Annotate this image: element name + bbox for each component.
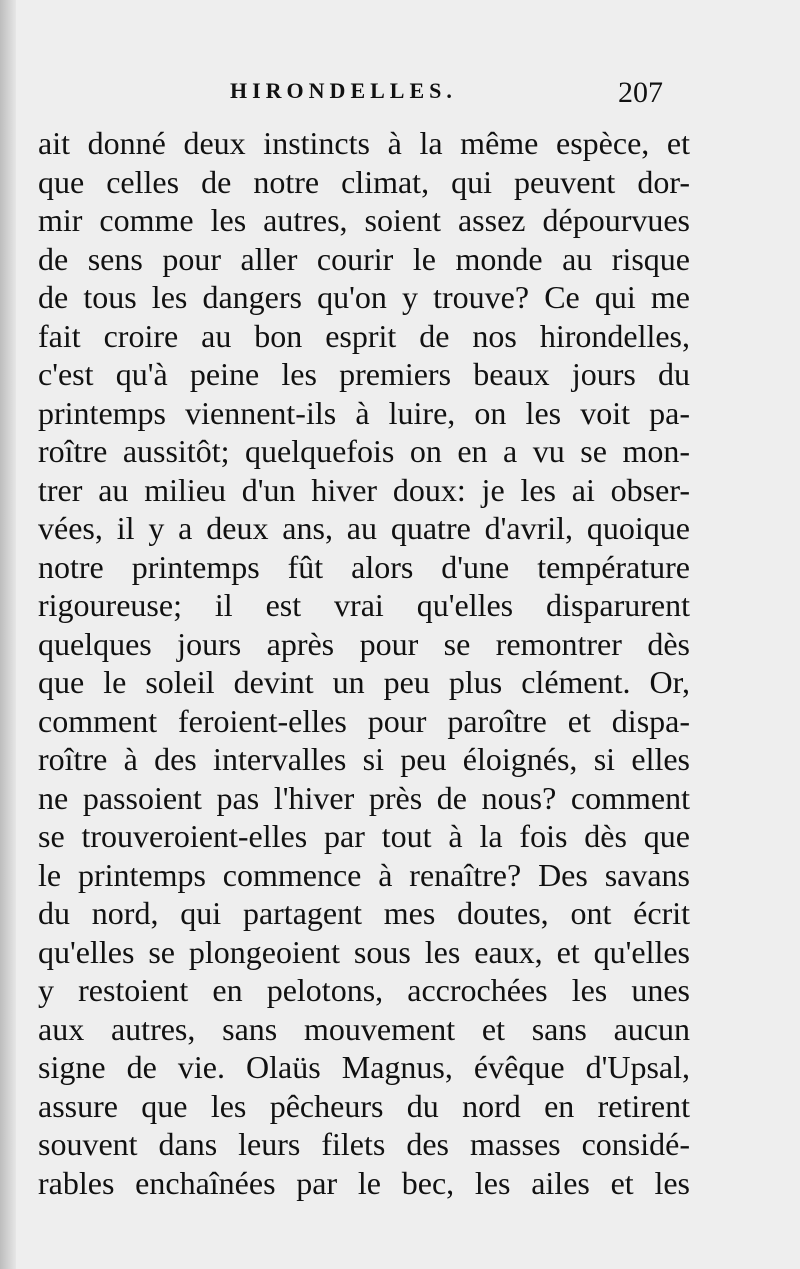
text-line: quelques jours après pour se remontrer dès: [38, 625, 690, 662]
text-line: mir comme les autres, soient assez dépourvues: [38, 202, 690, 238]
body-text: [38, 124, 690, 1202]
text-line: ait donné deux instincts à la même espèce, et: [38, 125, 690, 161]
text-line: notre printemps fût alors d'une température: [38, 548, 690, 585]
text-line: y restoient en pelotons, accrochées les unes: [38, 972, 690, 1008]
text-line: comment feroient-elles pour paroître et dispa-: [38, 702, 690, 739]
page-header: [0, 76, 800, 116]
text-line: du nord, qui partagent mes doutes, ont écrit: [38, 895, 690, 931]
text-line: qu'elles se plongeoient sous les eaux, et qu'elles: [38, 933, 690, 970]
text-line: rigoureuse; il est vrai qu'elles disparurent: [38, 587, 690, 623]
page-number: 207: [618, 76, 663, 109]
text-line: aux autres, sans mouvement et sans aucun: [38, 1010, 690, 1047]
text-line: que le soleil devint un peu plus clément. Or,: [38, 664, 690, 700]
text-line: se trouveroient-elles par tout à la fois dès que: [38, 818, 690, 854]
text-line: fait croire au bon esprit de nos hirondelles,: [38, 317, 690, 354]
text-line: rables enchaînées par le bec, les ailes et les: [38, 1164, 690, 1201]
text-line: de sens pour aller courir le monde au risque: [38, 240, 690, 277]
text-line: que celles de notre climat, qui peuvent dor-: [38, 163, 690, 200]
text-line: roître à des intervalles si peu éloignés, si elles: [38, 741, 690, 777]
text-line: signe de vie. Olaüs Magnus, évêque d'Upsal,: [38, 1049, 690, 1085]
text-line: souvent dans leurs filets des masses considé-: [38, 1126, 690, 1162]
text-line: de tous les dangers qu'on y trouve? Ce qui me: [38, 279, 690, 315]
running-head: HIRONDELLES.: [230, 78, 457, 103]
text-line: roître aussitôt; quelquefois on en a vu se mon-: [38, 433, 690, 469]
text-line: ne passoient pas l'hiver près de nous? comment: [38, 779, 690, 816]
text-line: vées, il y a deux ans, au quatre d'avril, quoique: [38, 510, 690, 546]
text-line: printemps viennent-ils à luire, on les voit pa-: [38, 394, 690, 431]
text-line: le printemps commence à renaître? Des savans: [38, 856, 690, 893]
text-line: c'est qu'à peine les premiers beaux jours du: [38, 356, 690, 392]
text-line: trer au milieu d'un hiver doux: je les ai obser-: [38, 471, 690, 508]
text-line: assure que les pêcheurs du nord en retirent: [38, 1087, 690, 1124]
page-binding-shadow: [0, 0, 16, 1269]
